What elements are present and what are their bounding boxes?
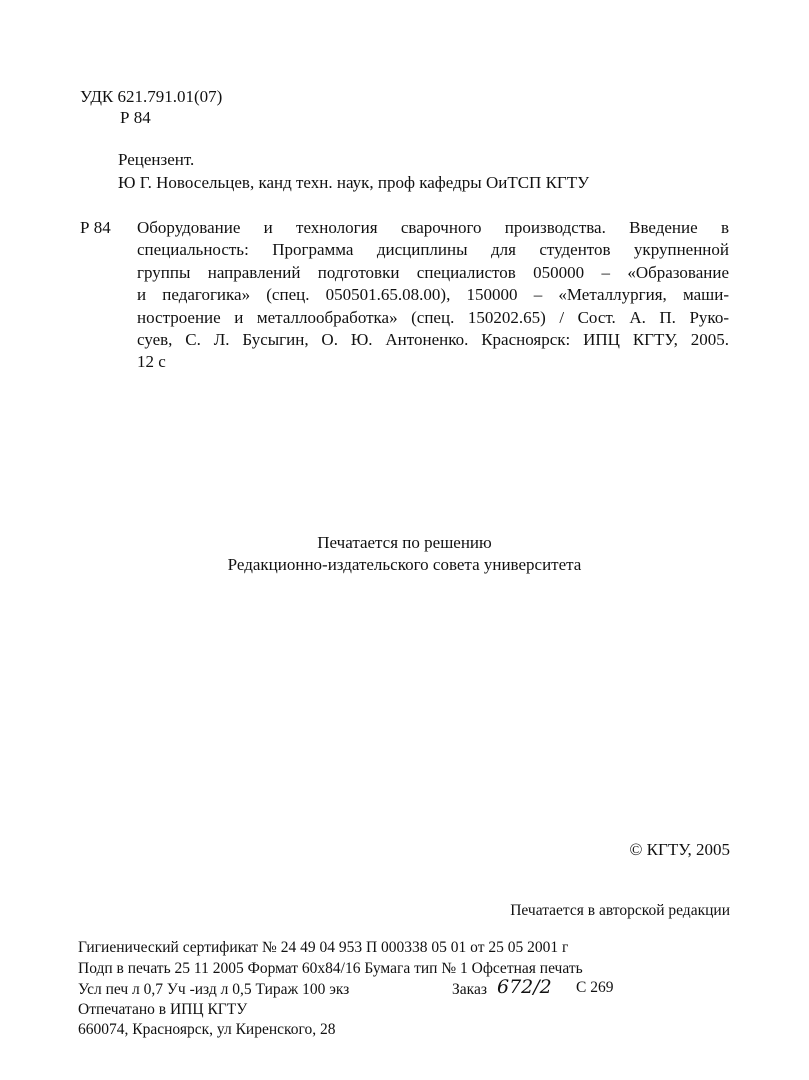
entry-line: и педагогика» (спец. 050501.65.08.00), 150000 – «Металлургия, маши- [137, 285, 729, 304]
entry-line: 12 с [137, 352, 166, 371]
copyright: © КГТУ, 2005 [629, 840, 730, 859]
imprint-print-details: Подп в печать 25 11 2005 Формат 60x84/16 Бумага тип № 1 Офсетная печать [78, 960, 583, 977]
approval-line-2: Редакционно-издательского совета университета [227, 555, 582, 574]
reviewer-name: Ю Г. Новосельцев, канд техн. наук, проф кафедры ОиТСП КГТУ [118, 173, 590, 192]
entry-line: специальность: Программа дисциплины для студентов укрупненной [137, 240, 729, 259]
order-number-handwritten: 672/2 [497, 976, 552, 998]
order-label: Заказ [452, 981, 487, 998]
approval-line-1: Печатается по решению [317, 533, 492, 552]
entry-code: Р 84 [80, 218, 111, 237]
udk-code: УДК 621.791.01(07) [80, 87, 223, 106]
author-edition-note: Печатается в авторской редакции [510, 902, 730, 919]
reviewer-label: Рецензент. [118, 150, 195, 169]
author-index: Р 84 [120, 108, 151, 127]
entry-line: суев, С. Л. Бусыгин, О. Ю. Антоненко. Красноярск: ИПЦ КГТУ, 2005. [137, 330, 729, 349]
entry-line: группы направлений подготовки специалистов 050000 – «Образование [137, 263, 729, 282]
order-code: С 269 [576, 979, 614, 996]
entry-line: Оборудование и технология сварочного производства. Введение в [137, 218, 729, 237]
imprint-printed-at: Отпечатано в ИПЦ КГТУ [78, 1001, 248, 1018]
imprint-certificate: Гигиенический сертификат № 24 49 04 953 П 000338 05 01 от 25 05 2001 г [78, 939, 569, 956]
imprint-volume: Усл печ л 0,7 Уч -изд л 0,5 Тираж 100 экз [78, 981, 350, 998]
entry-line: ностроение и металлообработка» (спец. 150202.65) / Сост. А. П. Руко- [137, 308, 729, 327]
imprint-address: 660074, Красноярск, ул Киренского, 28 [78, 1021, 336, 1038]
